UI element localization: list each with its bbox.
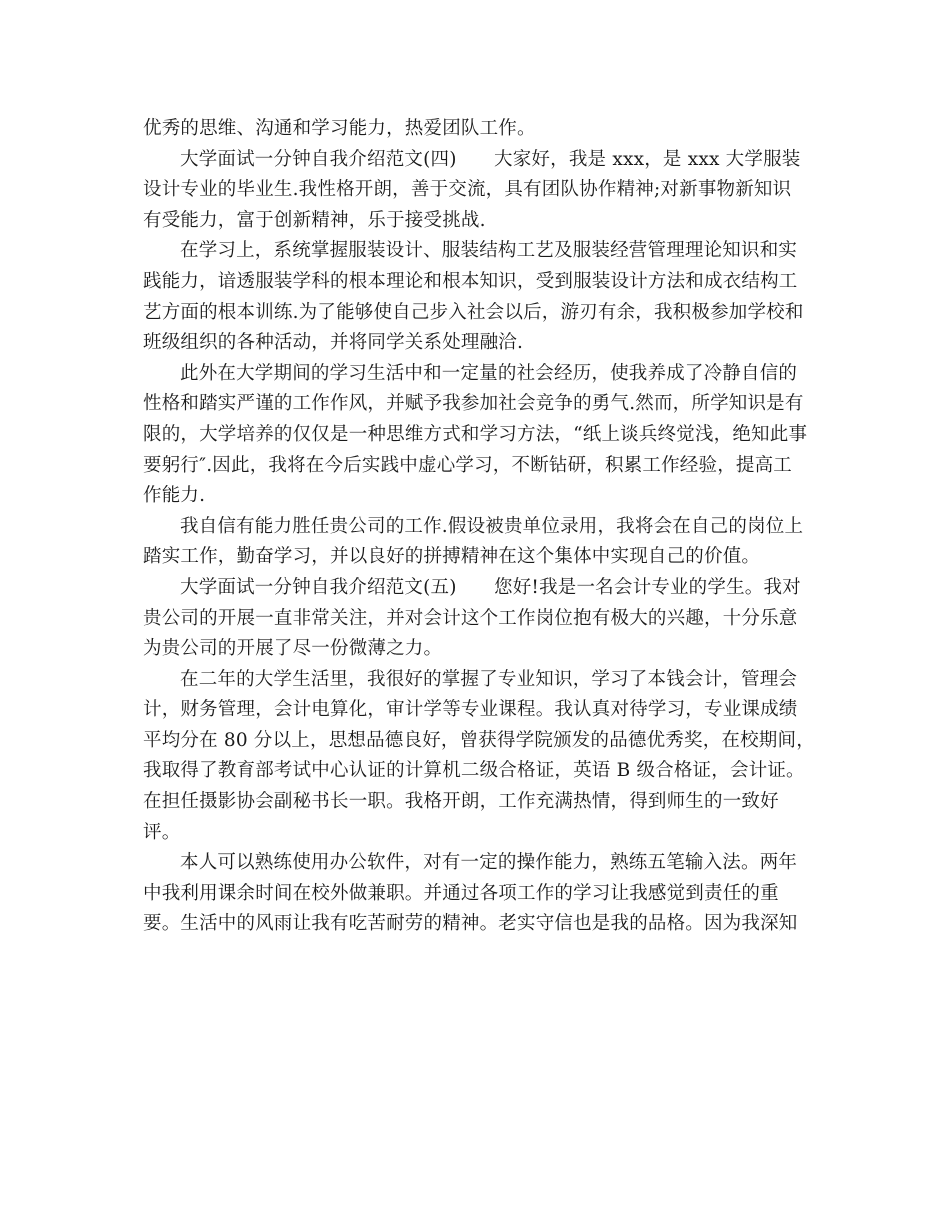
text-line: 计，财务管理，会计电算化，审计学等专业课程。我认真对待学习，专业课成绩 — [143, 699, 798, 721]
text-line: 作能力. — [143, 485, 206, 507]
text-line: 要。生活中的风雨让我有吃苦耐劳的精神。老实守信也是我的品格。因为我深知 — [143, 913, 798, 935]
text-line: 平均分在 80 分以上，思想品德良好，曾获得学院颁发的品德优秀奖，在校期间， — [143, 729, 815, 751]
text-line: 中我利用课余时间在校外做兼职。并通过各项工作的学习让我感觉到责任的重 — [143, 882, 779, 904]
text-line: 限的，大学培养的仅仅是一种思维方式和学习方法，“纸上谈兵终觉浅，绝知此事 — [143, 423, 808, 445]
text-line: 我取得了教育部考试中心认证的计算机二级合格证，英语 B 级合格证，会计证。 — [143, 760, 805, 782]
text-line: 践能力，谙透服装学科的根本理论和根本知识，受到服装设计方法和成衣结构工 — [143, 270, 798, 292]
text-line: 评。 — [143, 821, 181, 843]
text-line: 班级组织的各种活动，并将同学关系处理融洽. — [143, 332, 524, 354]
paragraph-first-line: 在学习上，系统掌握服装设计、服装结构工艺及服装经营管理理论知识和实 — [180, 240, 798, 262]
paragraph-first-line: 大学面试一分钟自我介绍范文(四) 大家好，我是 xxx，是 xxx 大学服装 — [180, 148, 801, 170]
document-body — [143, 114, 815, 940]
paragraph-first-line: 大学面试一分钟自我介绍范文(五) 您好!我是一名会计专业的学生。我对 — [180, 576, 801, 598]
text-line: 为贵公司的开展了尽一份微薄之力。 — [143, 638, 443, 660]
text-line: 贵公司的开展一直非常关注，并对会计这个工作岗位抱有极大的兴趣，十分乐意 — [143, 607, 798, 629]
text-line: 设计专业的毕业生.我性格开朗，善于交流，具有团队协作精神;对新事物新知识 — [143, 179, 792, 201]
text-line: 有受能力，富于创新精神，乐于接受挑战. — [143, 209, 486, 231]
paragraph-first-line: 此外在大学期间的学习生活中和一定量的社会经历，使我养成了冷静自信的 — [180, 362, 798, 384]
paragraph-first-line: 在二年的大学生活里，我很好的掌握了专业知识，学习了本钱会计，管理会 — [180, 668, 798, 690]
text-line: 艺方面的根本训练.为了能够使自己步入社会以后，游刃有余，我积极参加学校和 — [143, 301, 804, 323]
paragraph-first-line: 我自信有能力胜任贵公司的工作.假设被贵单位录用，我将会在自己的岗位上 — [180, 515, 804, 537]
text-line: 性格和踏实严谨的工作作风，并赋予我参加社会竞争的勇气.然而，所学知识是有 — [143, 393, 804, 415]
text-line: 踏实工作，勤奋学习，并以良好的拼搏精神在这个集体中实现自己的价值。 — [143, 546, 761, 568]
text-line: 优秀的思维、沟通和学习能力，热爱团队工作。 — [143, 118, 536, 139]
paragraph-first-line: 本人可以熟练使用办公软件，对有一定的操作能力，熟练五笔输入法。两年 — [180, 852, 798, 874]
text-line: 要躬行″.因此，我将在今后实践中虚心学习，不断钻研，积累工作经验，提高工 — [143, 454, 792, 476]
text-line: 在担任摄影协会副秘书长一职。我格开朗，工作充满热情，得到师生的一致好 — [143, 791, 779, 813]
